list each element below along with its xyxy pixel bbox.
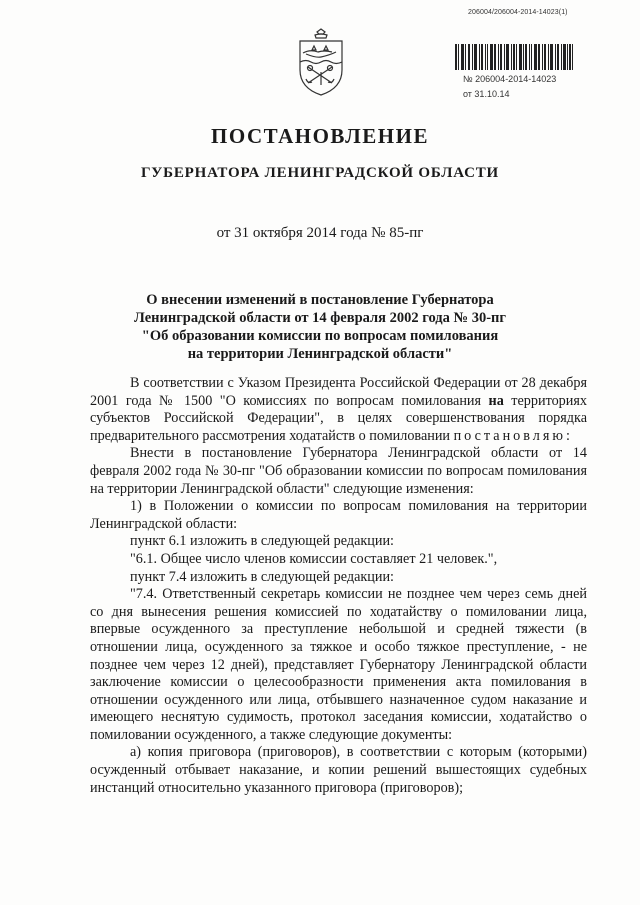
document-type-title: ПОСТАНОВЛЕНИЕ <box>211 124 429 148</box>
body-paragraph: пункт 7.4 изложить в следующей редакции: <box>130 568 394 585</box>
subject-line: "Об образовании комиссии по вопросам помилования <box>141 328 499 344</box>
coat-of-arms-emblem <box>294 28 348 98</box>
body-paragraph: а) копия приговора (приговоров), в соответствии с которым (которыми) осужденный отбывает наказание, и копии решений вышестоящих судебных инстанций относительно указанного приговора (приговоров); <box>90 744 587 796</box>
barcode <box>455 44 573 70</box>
body-paragraph: "6.1. Общее число членов комиссии составляет 21 человек.", <box>130 550 498 567</box>
registration-number: № 206004-2014-14023 <box>463 74 557 84</box>
body-paragraph: пункт 6.1 изложить в следующей редакции: <box>130 533 394 550</box>
issuer-title: ГУБЕРНАТОРА ЛЕНИНГРАДСКОЙ ОБЛАСТИ <box>140 165 500 181</box>
body-paragraph: "7.4. Ответственный секретарь комиссии не позднее чем через семь дней со дня вынесения решения комиссией по ходатайству о помиловании лица, впервые осужденного за преступление небольшой и средней тяжести (в отношении лица, осужденного за тяжкое и особо тяжкое преступление, - не позднее чем через 12 дней), представляет Губернатору Ленинградской области заключение комиссии о целесообразности применения акта помилования в отношении осужденного или лица, отбывшего назначенное судом наказание и имеющего неснятую судимость, протокол заседания комиссии, ходатайство о помиловании осужденного, а также следующие документы: <box>90 586 587 743</box>
body-paragraph: Внести в постановление Губернатора Ленинградской области от 14 февраля 2002 года № 30-пг "Об образовании комиссии по вопросам помилования на территории Ленинградской области" следующие изменения: <box>90 445 587 497</box>
subject-line: на территории Ленинградской области" <box>187 346 453 362</box>
scan-id-label: 206004/206004-2014-14023(1) <box>468 9 568 16</box>
document-body <box>90 375 587 797</box>
document-subject <box>100 291 540 363</box>
decree-word: постановляю: <box>453 427 573 444</box>
preamble-text: территориях субъектов Российской Федерации", в целях совершенствования порядка предварительного рассмотрения ходатайств о помиловании <box>90 392 587 444</box>
body-paragraph: 1) в Положении о комиссии по вопросам помилования на территории Ленинградской области: <box>90 498 587 532</box>
registration-date: от 31.10.14 <box>463 89 510 99</box>
document-date-number: от 31 октября 2014 года № 85-пг <box>216 225 424 241</box>
preamble-text: В соответствии с Указом Президента Российской Федерации от 28 декабря 2001 года № 1500 "О комиссиях по вопросам помилования <box>90 375 587 409</box>
subject-line: Ленинградской области от 14 февраля 2002 года № 30-пг <box>134 310 506 326</box>
preamble-text-bold: на <box>488 392 504 409</box>
preamble-paragraph <box>90 375 587 445</box>
subject-line: О внесении изменений в постановление Губернатора <box>146 292 494 308</box>
